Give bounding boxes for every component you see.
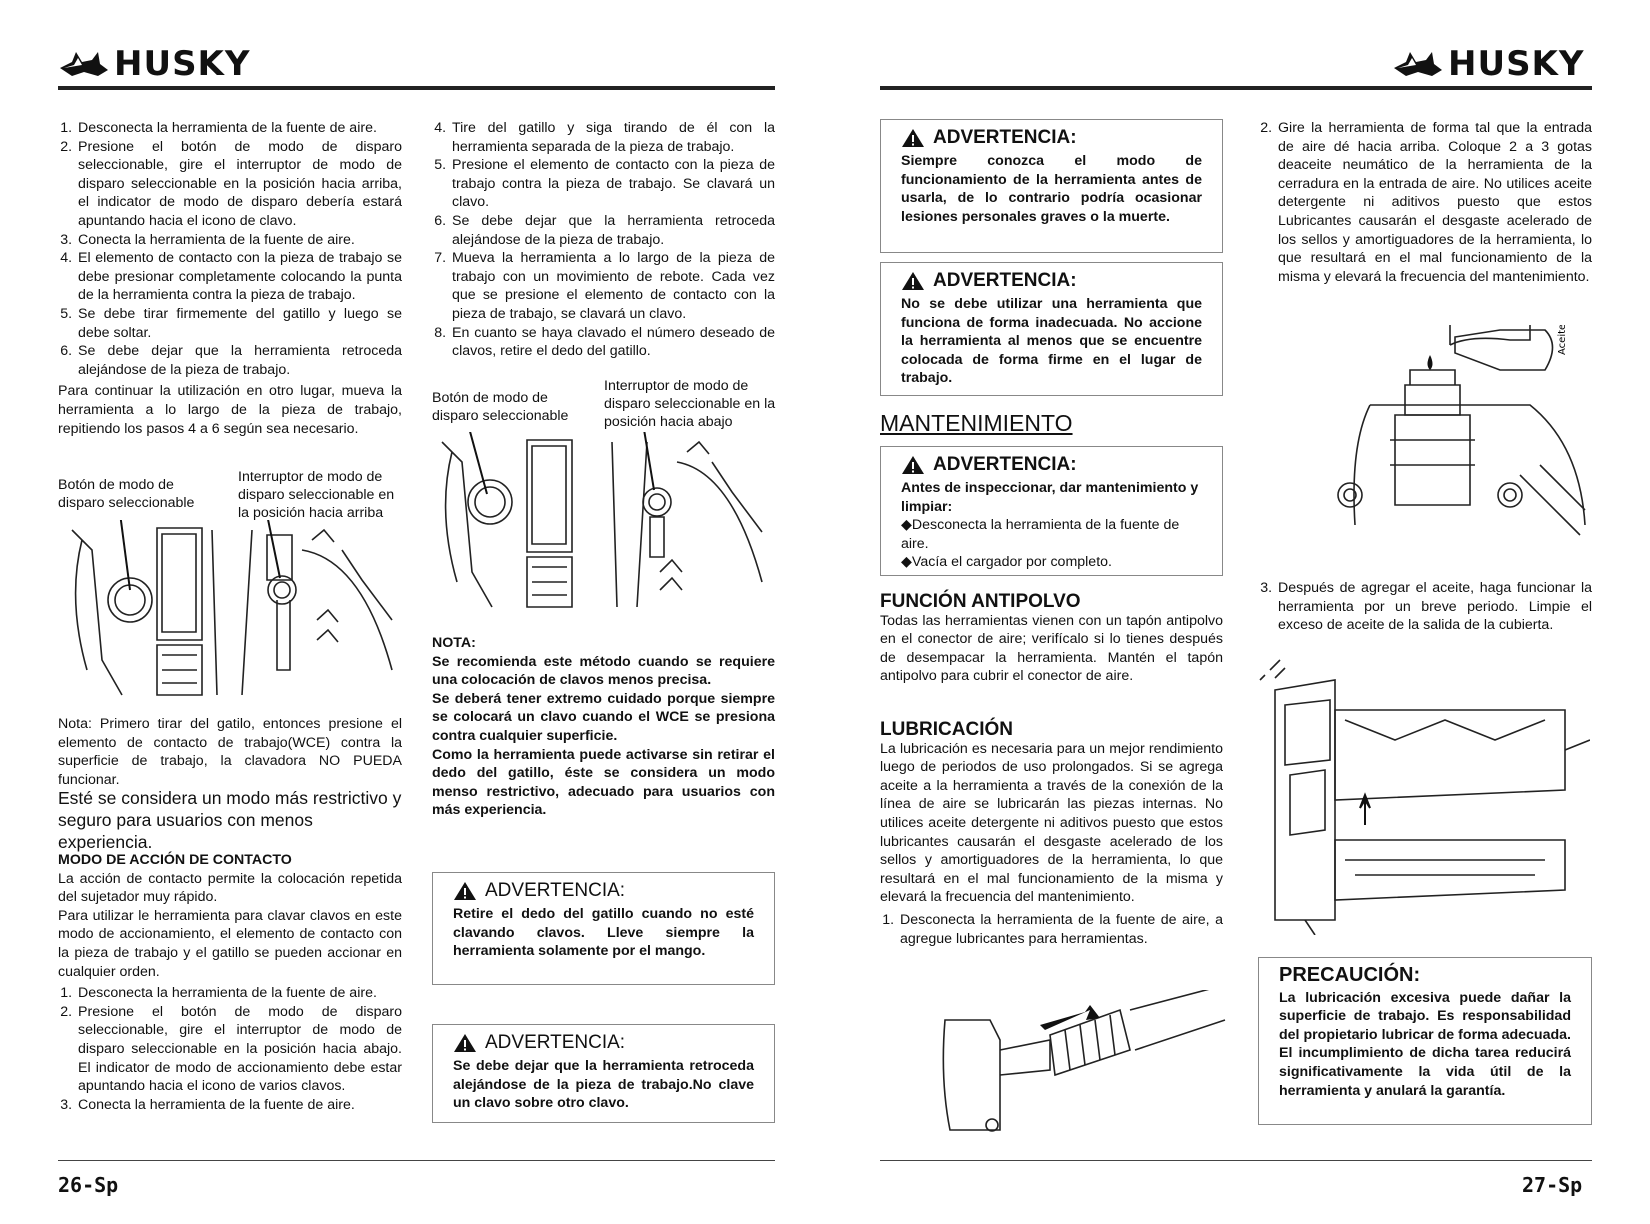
note-big-text: Esté se considera un modo más restrictivo y seguro para usuarios con menos experiencia. xyxy=(58,788,402,852)
list-item: 1. Desconecta la herramienta de la fuente de aire. xyxy=(76,119,402,138)
procedure-list-1 xyxy=(58,119,402,379)
right-col2-step3 xyxy=(1258,579,1592,635)
list-item: 4. Tire del gatillo y siga tirando de él con la herramienta separada de la pieza de trabajo. xyxy=(450,119,775,156)
warning-triangle-icon xyxy=(453,1033,477,1053)
list-item: 3. Después de agregar el aceite, haga funcionar la herramienta por un breve periodo. Limpie el exceso de aceite de la salida de la cubierta. xyxy=(1276,579,1592,635)
dust-section xyxy=(880,593,1223,686)
warning-text: Antes de inspeccionar, dar mantenimiento y limpiar: xyxy=(901,480,1199,515)
list-item: 6. Se debe dejar que la herramienta retroceda alejándose de la pieza de trabajo. xyxy=(450,212,775,249)
husky-logo-right xyxy=(1392,44,1585,84)
list-item: 2. Presione el botón de modo de disparo seleccionable, gire el interruptor de modo de disparo seleccionable en la posición hacia arriba, el indicator de modo de disparo debería estará apuntando hacia el icono de clavo. xyxy=(76,138,402,231)
footer-rule-right xyxy=(880,1160,1592,1161)
dust-text: Todas las herramientas vienen con un tapón antipolvo en el conector de aire; verifícalo si lo tienes después de desempacar la herramienta. Mantén el tapón antipolvo para cubrir el conector de aire. xyxy=(880,612,1223,685)
nota-title: NOTA: xyxy=(432,635,476,651)
footer-rule-left xyxy=(58,1160,775,1161)
oil-label: Aceite xyxy=(1557,325,1568,355)
list-item: 2. Presione el botón de modo de disparo seleccionable, gire el interruptor de modo de disparo seleccionable en la posición hacia abajo. El indicator de modo de accionamiento debe estar apuntando hacia el icono de varios clavos. xyxy=(76,1003,402,1096)
nailer-figure-down xyxy=(432,432,772,610)
list-item: 8. En cuanto se haya clavado el número deseado de clavos, retire el dedo del gatillo. xyxy=(450,324,775,361)
warning-triangle-icon xyxy=(901,455,925,475)
list-item: 2. Gire la herramienta de forma tal que la entrada de aire dé hacia arriba. Coloque 2 a 3 gotas deaceite neumático de la herramienta de la cerradura en la entrada de aire. No utilices aceite detergente ni aditivos puesto que estos Lubricantes causarán el desgaste acelerado de los sellos y amortiguadores de la herramienta, lo que resultará en el mal funcionamiento de la misma y elevará la frecuencia del mantenimiento. xyxy=(1276,119,1592,286)
brand-text: HUSKY xyxy=(114,44,251,84)
warning-heading: ADVERTENCIA: xyxy=(453,1033,754,1053)
page-number-left: 26-Sp xyxy=(58,1173,119,1197)
procedure-list-3 xyxy=(432,119,775,361)
dust-title: FUNCIÓN ANTIPOLVO xyxy=(880,591,1081,612)
air-coupler-figure xyxy=(940,990,1230,1140)
right-col2-steps xyxy=(1258,119,1592,286)
nota-line: Como la herramienta puede activarse sin retirar el dedo del gatillo, éste se considera un modo menso restrictivo, adecuado para usuarios con más experiencia. xyxy=(432,746,775,819)
diamond-bullet-icon: ◆ xyxy=(901,554,912,571)
warning-box-recoil xyxy=(432,1024,775,1123)
warning-box-mode xyxy=(880,119,1223,253)
warning-heading: ADVERTENCIA: xyxy=(901,455,1202,475)
warning-text: No se debe utilizar una herramienta que funciona de forma inadecuada. No accione la herramienta al menos que se encuentre colocada de forma firme en el lugar de trabajo. xyxy=(901,296,1202,387)
warning-text: Retire el dedo del gatillo cuando no esté clavando clavos. Lleve siempre la herramienta solamente por el mango. xyxy=(453,906,754,960)
note-text: Nota: Primero tirar del gatilo, entonces presione el elemento de contacto de trabajo(WCE) contra la superficie de trabajo, la clavadora NO PUEDA funcionar. xyxy=(58,716,402,788)
figure-label-button-2: Botón de modo de disparo seleccionable xyxy=(432,390,569,424)
procedure-list-2 xyxy=(58,984,402,1114)
husky-logo-left xyxy=(58,44,251,84)
header-rule-right xyxy=(880,86,1592,90)
warning-text: Se debe dejar que la herramienta retroceda alejándose de la pieza de trabajo.No clave un clavo sobre otro clavo. xyxy=(453,1058,754,1112)
bullet-item: ◆Desconecta la herramienta de la fuente de aire. xyxy=(901,517,1180,552)
continue-text: Para continuar la utilización en otro lugar, mueva la herramienta a lo largo de la pieza de trabajo, repitiendo los pasos 4 a 6 según sea necesario. xyxy=(58,383,402,437)
nota-line: Se recomienda este método cuando se requiere una colocación de clavos menos precisa. xyxy=(432,653,775,689)
warning-box-maintenance xyxy=(880,446,1223,576)
figure-label-switch: Interruptor de modo de disparo seleccionable en la posición hacia arriba xyxy=(238,469,395,521)
lubrication-title: LUBRICACIÓN xyxy=(880,719,1013,740)
lubrication-section xyxy=(880,721,1223,948)
warning-heading: ADVERTENCIA: xyxy=(901,271,1202,291)
warning-triangle-icon xyxy=(901,271,925,291)
left-col2 xyxy=(432,119,775,361)
oil-drop-figure xyxy=(1310,325,1590,550)
warning-text: Siempre conozca el modo de funcionamiento de la herramienta antes de usarla, de lo contrario podría ocasionar lesiones personales graves o la muerte. xyxy=(901,153,1202,225)
list-item: 4. El elemento de contacto con la pieza de trabajo se debe presionar completamente colocando la punta de la herramienta contra la pieza de trabajo. xyxy=(76,249,402,305)
figure-label-switch-2: Interruptor de modo de disparo seleccionable en la posición hacia abajo xyxy=(604,378,776,430)
nailer-exhaust-figure xyxy=(1245,650,1590,935)
list-item: 3. Conecta la herramienta de la fuente de aire. xyxy=(76,1096,402,1115)
contact-mode-title: MODO DE ACCIÓN DE CONTACTO xyxy=(58,852,292,868)
maintenance-title: MANTENIMIENTO xyxy=(880,410,1073,436)
list-item: 5. Se debe tirar firmemente del gatillo y luego se debe soltar. xyxy=(76,305,402,342)
contact-mode-p1: La acción de contacto permite la colocación repetida del sujetador muy rápido. xyxy=(58,870,402,906)
lubrication-list xyxy=(880,911,1223,948)
warning-heading: ADVERTENCIA: xyxy=(453,881,754,901)
warning-box-trigger xyxy=(432,872,775,985)
caution-heading: PRECAUCIÓN: xyxy=(1279,964,1421,986)
warning-box-malfunction xyxy=(880,262,1223,396)
warning-triangle-icon xyxy=(901,128,925,148)
header-rule-left xyxy=(58,86,775,90)
list-item: 6. Se debe dejar que la herramienta retroceda alejándose de la pieza de trabajo. xyxy=(76,342,402,379)
diamond-bullet-icon: ◆ xyxy=(901,517,912,534)
list-item: 7. Mueva la herramienta a lo largo de la pieza de trabajo con un movimiento de rebote. Cada vez que se presione el elemento de contacto con la pieza de trabajo, se clavará un clavo. xyxy=(450,249,775,323)
nota-line: Se deberá tener extremo cuidado porque siempre se colocará un clavo cuando el WCE se presiona contra cualquier superficie. xyxy=(432,690,775,744)
dog-head-icon xyxy=(1392,48,1444,80)
warning-triangle-icon xyxy=(453,881,477,901)
contact-mode-p2: Para utilizar le herramienta para clavar clavos en este modo de accionamiento, el elemento de contacto con la pieza de trabajo y el gatillo se pueden accionar en cualquier orden. xyxy=(58,907,402,980)
list-item: 5. Presione el elemento de contacto con la pieza de trabajo contra la pieza de trabajo. Se clavará un clavo. xyxy=(450,156,775,212)
list-item: 1. Desconecta la herramienta de la fuente de aire. xyxy=(76,984,402,1003)
list-item: 3. Conecta la herramienta de la fuente de aire. xyxy=(76,231,402,250)
maintenance-steps xyxy=(1258,579,1592,635)
caution-text: La lubricación excesiva puede dañar la superficie de trabajo. Es responsabilidad del propietario lubricar de forma adecuada. El incumplimiento de dicha tarea reducirá significativamente la vida útil de la herramienta y anulará la garantía. xyxy=(1279,989,1571,1099)
maintenance-steps xyxy=(1258,119,1592,286)
figure-label-button: Botón de modo de disparo seleccionable xyxy=(58,477,195,511)
nota-section xyxy=(432,634,775,820)
left-col1 xyxy=(58,119,402,438)
list-item: 1. Desconecta la herramienta de la fuente de aire, a agregue lubricantes para herramientas. xyxy=(898,911,1223,948)
nailer-figure-up xyxy=(62,520,402,700)
lubrication-text: La lubricación es necesaria para un mejor rendimiento luego de periodos de uso prolongados. Si se agrega aceite a la herramienta a través de la conexión de la línea de aire se lubricarán las piezas internas. No utilices aceite detergente ni aditivos puesto que estos lubricantes causarán el desgaste acelerado de los sellos y amortiguadores de la herramienta, lo que resultará en el mal funcionamiento de la misma y elevará la frecuencia del mantenimiento. xyxy=(880,740,1223,906)
warning-heading: ADVERTENCIA: xyxy=(901,128,1202,148)
caution-box xyxy=(1258,957,1592,1125)
dog-head-icon xyxy=(58,48,110,80)
page-number-right: 27-Sp xyxy=(1522,1173,1583,1197)
brand-text: HUSKY xyxy=(1448,44,1585,84)
bullet-item: ◆Vacía el cargador por completo. xyxy=(901,554,1112,571)
contact-mode-section xyxy=(58,851,402,1114)
